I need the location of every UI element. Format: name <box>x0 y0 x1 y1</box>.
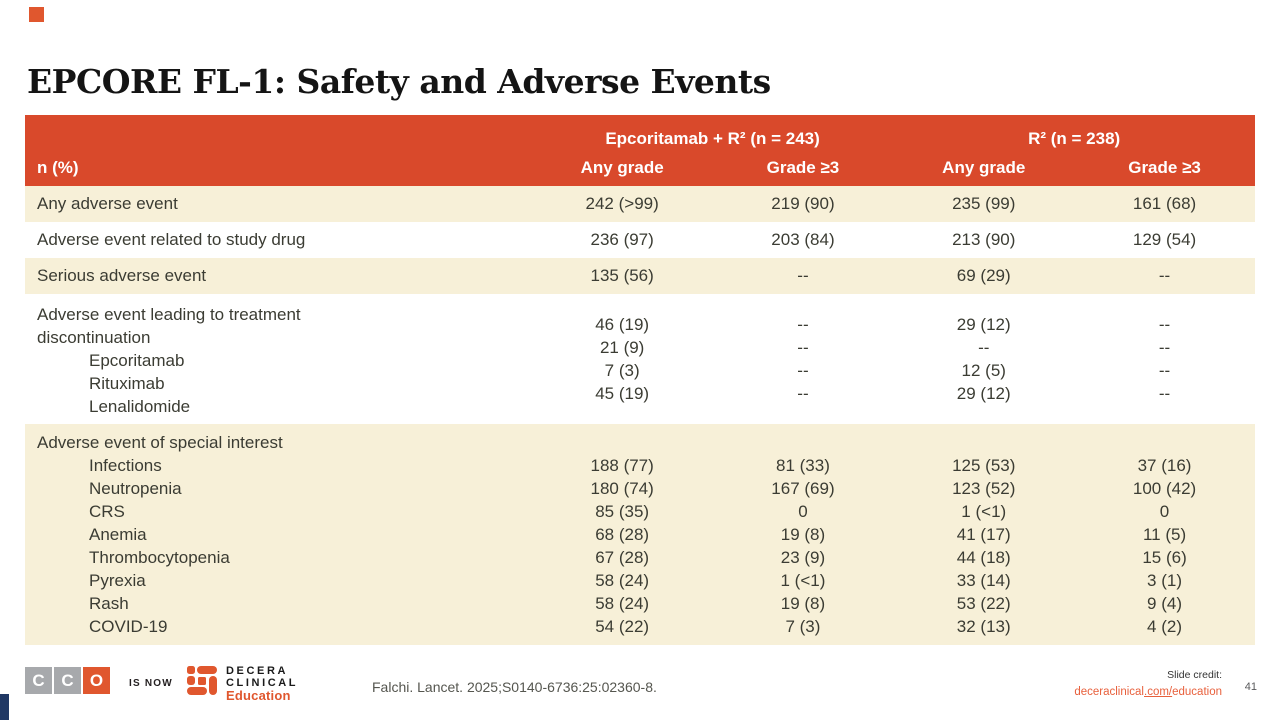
table-row-related-to-study-drug <box>25 222 1255 258</box>
cell-value: 33 (14) <box>956 571 1011 590</box>
row-sub-label: Rash <box>89 594 129 613</box>
row-sub-label: Neutropenia <box>89 479 182 498</box>
cell-value: 19 (8) <box>780 594 826 613</box>
row-sub-label: Pyrexia <box>89 571 146 590</box>
cell-value: 213 (90) <box>952 230 1016 249</box>
row-label-group <box>25 424 532 645</box>
cell-value: 54 (22) <box>595 617 650 636</box>
subheader-any-grade-epcor: Any grade <box>580 158 664 177</box>
decera-logo <box>186 664 298 703</box>
citation: Falchi. Lancet. 2025;S0140-6736:25:02360-8. <box>372 679 657 695</box>
subheader-grade3-r2: Grade ≥3 <box>1128 158 1201 177</box>
row-label-group <box>25 294 532 424</box>
row-sub-label: COVID-19 <box>89 617 168 636</box>
cell-value: 0 <box>1159 502 1170 521</box>
value-column-r2-any <box>893 294 1074 424</box>
cco-logo <box>25 667 110 694</box>
value-column-r2-any <box>893 424 1074 645</box>
cell-value: -- <box>1158 338 1171 357</box>
cell-value: 7 (3) <box>604 361 640 380</box>
column-group-epcoritamab: Epcoritamab + R² (n = 243) <box>605 129 820 148</box>
row-sub-label: CRS <box>89 502 125 521</box>
cell-value: 180 (74) <box>590 479 654 498</box>
row-label: Adverse event related to study drug <box>37 230 306 249</box>
cell-value: -- <box>797 338 809 357</box>
cco-logo-letter: C <box>25 667 52 694</box>
subheader-any-grade-r2: Any grade <box>942 158 1026 177</box>
header-n-percent: n (%) <box>37 158 79 177</box>
cell-value: 85 (35) <box>595 502 650 521</box>
table-row-group-discontinuation <box>25 294 1255 424</box>
cell-value: -- <box>1158 361 1171 380</box>
value-column-epcor-any <box>532 424 713 645</box>
slide-title: EPCORE FL-1: Safety and Adverse Events <box>27 62 771 101</box>
subheader-row <box>25 150 1255 186</box>
cell-value: 19 (8) <box>780 525 826 544</box>
cco-logo-letter: O <box>83 667 110 694</box>
cell-value: 242 (>99) <box>585 194 659 213</box>
row-label: Adverse event of special interest <box>37 433 283 452</box>
row-sub-label: Anemia <box>89 525 147 544</box>
cell-value: 68 (28) <box>595 525 650 544</box>
cell-value: 188 (77) <box>590 456 654 475</box>
row-sub-labels <box>37 349 532 418</box>
cell-value: -- <box>797 266 809 285</box>
cell-value: 69 (29) <box>956 266 1011 285</box>
cell-value: 81 (33) <box>776 456 830 475</box>
cell-value: -- <box>1158 266 1171 285</box>
subheader-grade3-epcor: Grade ≥3 <box>766 158 840 177</box>
decera-logo-text <box>226 664 298 703</box>
table-row-any-adverse-event <box>25 186 1255 222</box>
value-column-epcor-any <box>532 294 713 424</box>
cell-value: 3 (1) <box>1147 571 1183 590</box>
cell-value: 37 (16) <box>1137 456 1192 475</box>
cell-value: 125 (53) <box>952 456 1016 475</box>
page-number: 41 <box>1244 681 1257 693</box>
cell-value: 123 (52) <box>952 479 1016 498</box>
row-label: Adverse event leading to treatment discontinuation <box>37 305 301 347</box>
cell-value: 46 (19) <box>595 315 650 334</box>
cell-value: 135 (56) <box>590 266 654 285</box>
cell-value: 235 (99) <box>952 194 1016 213</box>
slide-credit-label: Slide credit: <box>1167 669 1222 681</box>
value-column-epcor-grade3 <box>713 424 894 645</box>
cell-value: 12 (5) <box>961 361 1006 380</box>
row-sub-label: Epcoritamab <box>89 351 185 370</box>
table-row-group-special-interest <box>25 424 1255 645</box>
cell-value: -- <box>1158 384 1171 403</box>
decera-logo-icon <box>186 664 218 703</box>
cell-value: 0 <box>798 502 808 521</box>
cell-value: 203 (84) <box>771 230 835 249</box>
slide-credit-link-domain: deceraclinical <box>1074 686 1144 698</box>
column-group-row <box>25 115 1255 150</box>
row-label: Serious adverse event <box>37 266 207 285</box>
column-group-r2: R² (n = 238) <box>1028 129 1121 148</box>
cell-value: -- <box>978 338 990 357</box>
cell-value: 167 (69) <box>771 479 835 498</box>
cell-value: 53 (22) <box>956 594 1011 613</box>
value-column-r2-grade3 <box>1074 424 1255 645</box>
row-sub-label: Thrombocytopenia <box>89 548 230 567</box>
corner-accent-bar <box>0 694 9 720</box>
cell-value: 58 (24) <box>595 594 650 613</box>
cell-value: 11 (5) <box>1142 525 1187 544</box>
cell-value: 219 (90) <box>771 194 835 213</box>
cell-value: 1 (<1) <box>961 502 1007 521</box>
decera-word-education: Education <box>226 688 291 703</box>
cell-value: 44 (18) <box>956 548 1011 567</box>
slide-credit-link-tld: .com/ <box>1144 686 1173 698</box>
cell-value: -- <box>797 384 809 403</box>
cell-value: 236 (97) <box>590 230 654 249</box>
cell-value: 21 (9) <box>599 338 645 357</box>
cell-value: 4 (2) <box>1147 617 1183 636</box>
cell-value: 9 (4) <box>1147 594 1183 613</box>
cell-value: -- <box>797 361 809 380</box>
slide-credit <box>1074 669 1222 700</box>
cell-value: 161 (68) <box>1132 194 1197 213</box>
slide-credit-link-path: education <box>1172 686 1222 698</box>
value-column-epcor-grade3 <box>713 294 894 424</box>
decera-word-clinical: CLINICAL <box>226 677 299 689</box>
row-sub-label: Infections <box>89 456 162 475</box>
cell-value: 1 (<1) <box>780 571 826 590</box>
is-now-label: IS NOW <box>129 678 173 689</box>
cco-logo-letter: C <box>54 667 81 694</box>
cell-value: 100 (42) <box>1132 479 1197 498</box>
cell-value: -- <box>1158 315 1171 334</box>
row-sub-label: Rituximab <box>89 374 165 393</box>
decera-word-decera: DECERA <box>226 665 289 677</box>
accent-square <box>29 7 44 22</box>
cell-value: 15 (6) <box>1142 548 1187 567</box>
row-label: Any adverse event <box>37 194 178 213</box>
slide-credit-link[interactable] <box>1074 686 1222 698</box>
adverse-events-table <box>25 115 1255 645</box>
cell-value: 58 (24) <box>595 571 650 590</box>
cell-value: 7 (3) <box>785 617 821 636</box>
cell-value: 29 (12) <box>956 384 1011 403</box>
table-row-serious-adverse-event <box>25 258 1255 294</box>
cell-value: 32 (13) <box>956 617 1011 636</box>
cell-value: -- <box>797 315 809 334</box>
value-column-r2-grade3 <box>1074 294 1255 424</box>
table-header <box>25 115 1255 186</box>
cell-value: 41 (17) <box>956 525 1011 544</box>
row-sub-label: Lenalidomide <box>89 397 191 416</box>
cell-value: 67 (28) <box>595 548 650 567</box>
row-sub-labels <box>37 454 532 638</box>
cell-value: 129 (54) <box>1132 230 1197 249</box>
cell-value: 29 (12) <box>956 315 1011 334</box>
cell-value: 45 (19) <box>595 384 650 403</box>
cell-value: 23 (9) <box>780 548 826 567</box>
